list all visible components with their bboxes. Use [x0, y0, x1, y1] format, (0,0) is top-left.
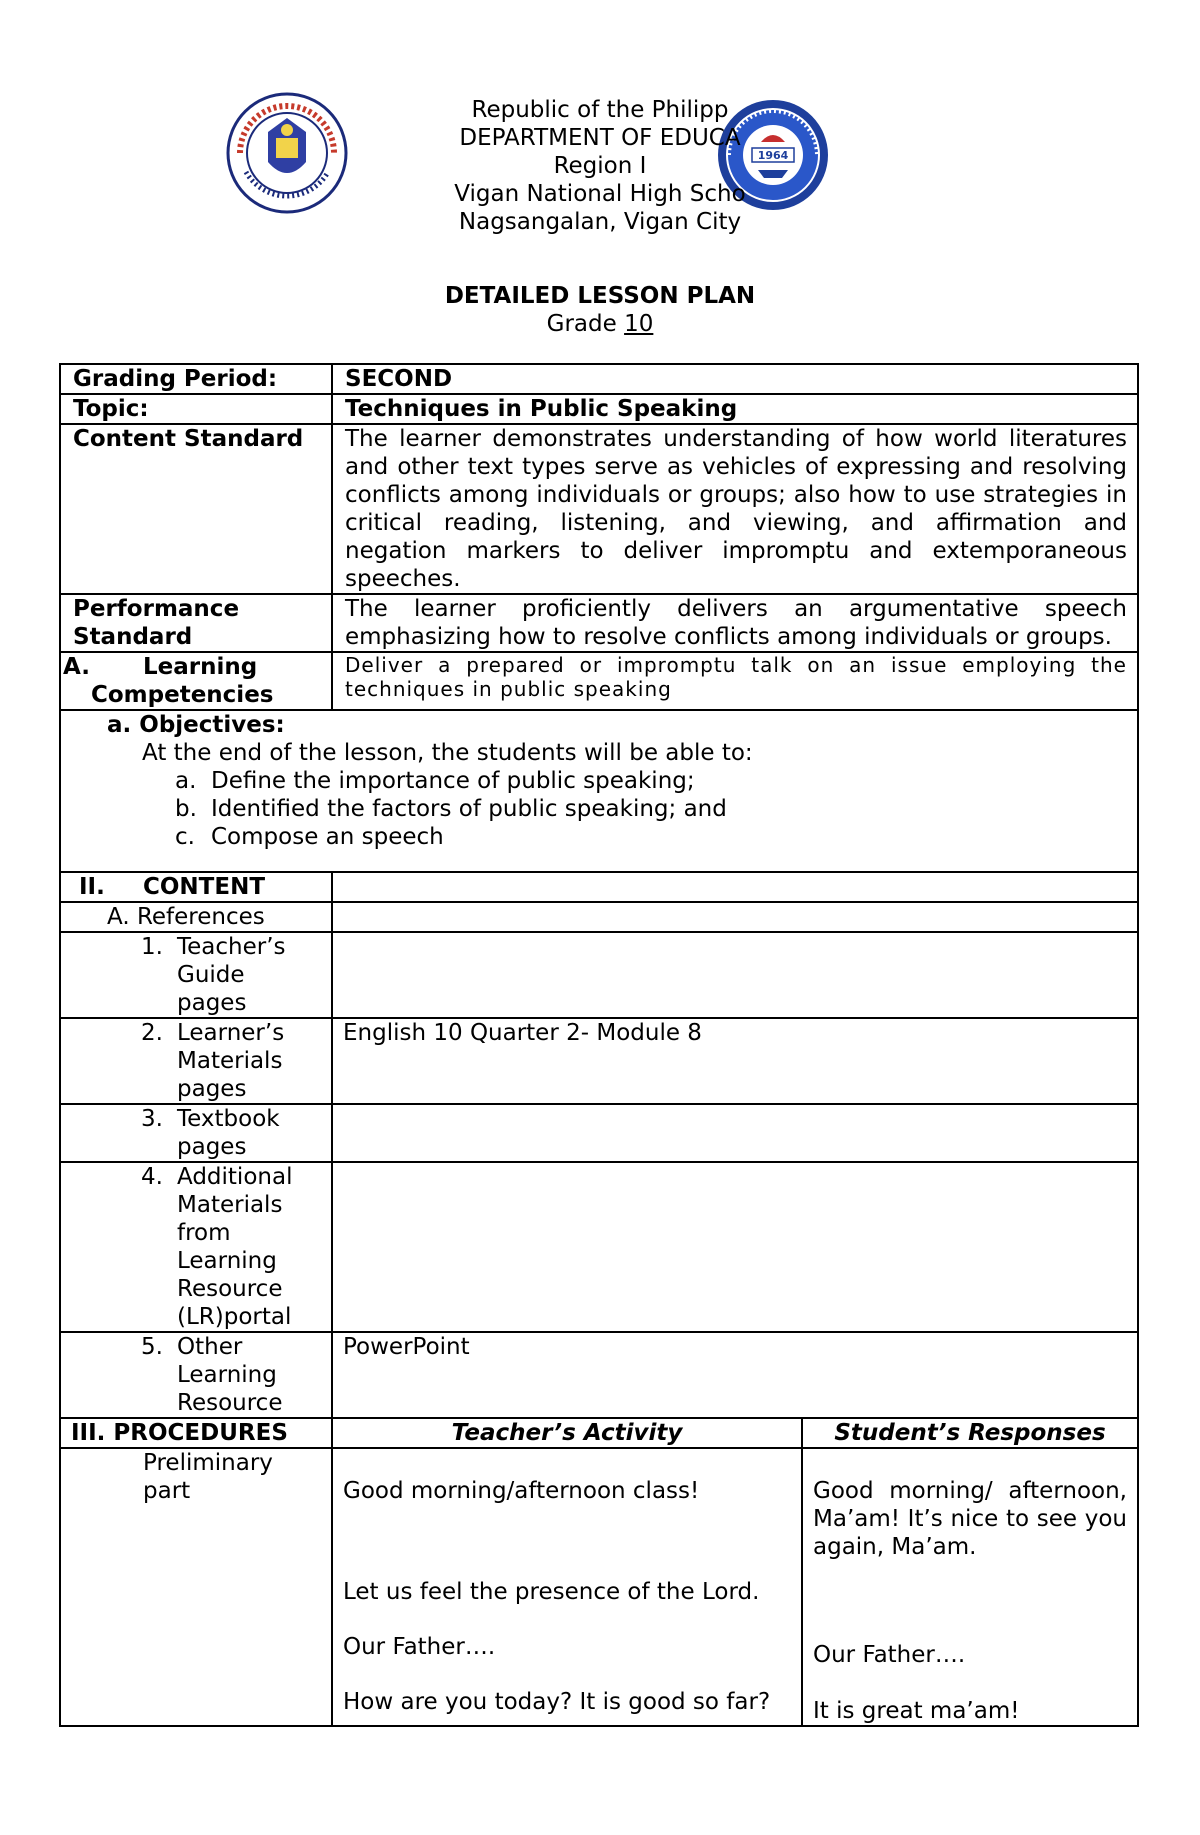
teacher-line: How are you today? It is good so far?	[343, 1689, 771, 1715]
teacher-line: Good morning/afternoon class!	[343, 1478, 700, 1504]
header-region: Region I	[553, 153, 647, 179]
preliminary-label-line1: Preliminary	[143, 1450, 273, 1476]
references-value	[332, 902, 1138, 932]
teacher-line: Let us feel the presence of the Lord.	[343, 1579, 760, 1605]
preliminary-label-line2: part	[143, 1478, 191, 1504]
student-line: It is great ma’am!	[813, 1698, 1020, 1724]
row-reference-item	[60, 1018, 1138, 1104]
reference-label	[60, 1104, 332, 1162]
performance-standard-label	[60, 594, 332, 652]
topic-value: Techniques in Public Speaking	[332, 394, 1138, 424]
reference-value	[332, 1104, 1138, 1162]
reference-label-text: Other Learning Resource	[177, 1334, 283, 1416]
content-standard-label: Content Standard	[60, 424, 332, 594]
objectives-list	[61, 767, 1137, 851]
row-performance-standard	[60, 594, 1138, 652]
teacher-activity-heading: Teacher’s Activity	[332, 1418, 802, 1448]
procedures-heading: III. PROCEDURES	[60, 1418, 332, 1448]
competency-label-line1: Learning	[143, 654, 258, 680]
objectives-heading: a. Objectives:	[107, 712, 285, 738]
content-heading-value	[332, 872, 1138, 902]
objective-item	[175, 795, 1137, 823]
reference-num: 4.	[141, 1164, 163, 1190]
grading-period-value: SECOND	[332, 364, 1138, 394]
row-content-heading	[60, 872, 1138, 902]
student-line: Good morning/ afternoon, Ma’am! It’s nice to see you again, Ma’am.	[813, 1478, 1127, 1560]
grade-value: 10	[624, 311, 654, 337]
reference-num: 5.	[141, 1334, 163, 1360]
row-references	[60, 902, 1138, 932]
row-grading-period	[60, 364, 1138, 394]
grade-label: Grade	[546, 311, 617, 337]
row-learning-competencies	[60, 652, 1138, 710]
competency-letter: A.	[63, 654, 90, 680]
objective-text: Define the importance of public speaking;	[211, 768, 695, 794]
reference-label	[60, 1018, 332, 1104]
objective-letter: a.	[175, 768, 197, 794]
letterhead	[0, 96, 1200, 236]
objective-letter: c.	[175, 824, 195, 850]
reference-label-text: Learner’s Materials pages	[177, 1020, 285, 1102]
content-heading-text: CONTENT	[143, 874, 266, 900]
reference-label-text: Textbook pages	[177, 1106, 280, 1160]
reference-label-text: Teacher’s Guide pages	[177, 934, 286, 1016]
performance-label-line2: Standard	[73, 624, 193, 650]
reference-label-text: Additional Materials from Learning Resource (LR)portal	[177, 1164, 293, 1330]
content-standard-value: The learner demonstrates understanding of how world literatures and other text types serve as vehicles of expressing and resolving conflicts among individuals or groups; also how to use strategies in critical reading, listening, and viewing, and affirmation and negation markers to deliver impromptu and extemporaneous speeches.	[332, 424, 1138, 594]
reference-num: 1.	[141, 934, 163, 960]
svg-text:1964: 1964	[757, 149, 789, 162]
objective-item	[175, 767, 1137, 795]
header-department: DEPARTMENT OF EDUCA	[459, 125, 741, 151]
performance-label-line1: Performance	[73, 596, 240, 622]
teacher-line: Our Father….	[343, 1634, 496, 1660]
learning-competencies-label	[60, 652, 332, 710]
reference-value	[332, 932, 1138, 1018]
document-title: DETAILED LESSON PLAN	[444, 283, 756, 309]
student-responses-cell	[802, 1448, 1138, 1726]
row-topic	[60, 394, 1138, 424]
row-procedures-heading	[60, 1418, 1138, 1448]
row-reference-item	[60, 1104, 1138, 1162]
reference-value: English 10 Quarter 2- Module 8	[332, 1018, 1138, 1104]
learning-competencies-value: Deliver a prepared or impromptu talk on an issue employing the techniques in public speaking	[332, 652, 1138, 710]
lesson-plan-table	[59, 363, 1139, 1727]
student-line: Our Father….	[813, 1642, 966, 1668]
objective-text: Identified the factors of public speaking; and	[211, 796, 727, 822]
reference-value: PowerPoint	[332, 1332, 1138, 1418]
content-heading	[60, 872, 332, 902]
row-content-standard	[60, 424, 1138, 594]
references-label: A. References	[60, 902, 332, 932]
reference-label	[60, 1332, 332, 1418]
row-reference-item	[60, 1332, 1138, 1418]
header-republic: Republic of the Philipp	[471, 97, 729, 123]
header-school: Vigan National High Scho	[454, 181, 746, 207]
row-objectives	[60, 710, 1138, 872]
reference-num: 3.	[141, 1106, 163, 1132]
row-reference-item	[60, 932, 1138, 1018]
objective-letter: b.	[175, 796, 197, 822]
objective-text: Compose an speech	[211, 824, 444, 850]
grading-period-label: Grading Period:	[60, 364, 332, 394]
content-heading-num: II.	[79, 874, 105, 900]
competency-label-line2: Competencies	[91, 682, 274, 708]
reference-label	[60, 932, 332, 1018]
objectives-cell	[60, 710, 1138, 872]
reference-label	[60, 1162, 332, 1332]
student-responses-heading: Student’s Responses	[802, 1418, 1138, 1448]
performance-standard-value: The learner proficiently delivers an argumentative speech emphasizing how to resolve conflicts among individuals or groups.	[332, 594, 1138, 652]
objectives-intro: At the end of the lesson, the students will be able to:	[142, 740, 753, 766]
reference-value	[332, 1162, 1138, 1332]
header-address: Nagsangalan, Vigan City	[458, 209, 742, 235]
preliminary-label	[60, 1448, 332, 1726]
objective-item	[175, 823, 1137, 851]
teacher-activity-cell	[332, 1448, 802, 1726]
row-preliminary	[60, 1448, 1138, 1726]
reference-num: 2.	[141, 1020, 163, 1046]
topic-label: Topic:	[60, 394, 332, 424]
grade-line	[0, 310, 1200, 338]
row-reference-item	[60, 1162, 1138, 1332]
